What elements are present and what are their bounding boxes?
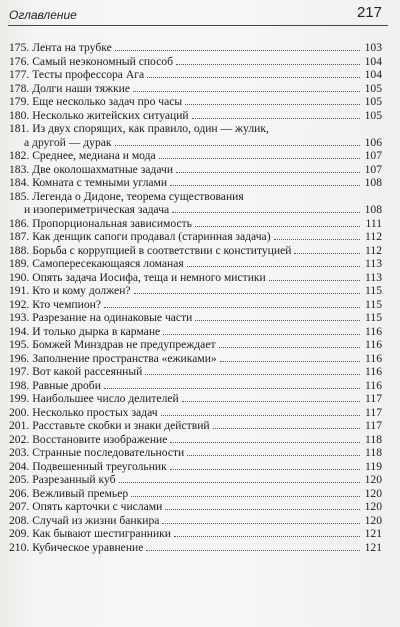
dot-leader [187,266,360,267]
toc-entry-page: 108 [364,203,382,216]
dot-leader [115,145,360,146]
toc-entry-number: 181. [9,122,30,135]
toc-entry-title: Самый неэкономный способ [32,54,173,68]
toc-entry-page: 116 [365,351,382,365]
toc-entry-title: Долги наши тяжкие [32,81,131,95]
toc-entry [9,352,382,366]
toc-entry [9,473,382,487]
dot-leader [182,401,360,402]
toc-entry-page: 105 [364,95,382,108]
dot-leader [131,496,360,497]
toc-entry [9,311,382,325]
toc-entry-number: 194. [9,324,30,338]
toc-entry-page: 118 [365,446,382,459]
toc-entry-number: 195. [9,338,30,351]
toc-entry-line [9,487,382,501]
toc-entry-line [9,163,382,177]
toc-entry-title: Самопересекающаяся ломаная [32,257,184,270]
toc-entry [9,298,382,312]
toc-entry [9,217,382,231]
toc-entry-title: а другой — дурак [24,135,112,149]
toc-entry-number: 202. [9,432,30,446]
dot-leader [162,523,360,524]
toc-entry-number: 176. [9,54,30,68]
toc-entry [9,406,382,420]
toc-entry-title: Как денщик сапоги продавал (старинная задача) [32,230,271,243]
toc-entry-number: 200. [9,405,30,419]
dot-leader [219,347,360,348]
toc-entry-number: 209. [9,527,30,540]
toc-entry-page: 112 [365,230,382,243]
toc-entry-number: 184. [9,176,30,189]
toc-entry [9,95,382,109]
dot-leader [294,253,360,254]
toc-entry-line [9,109,382,123]
toc-entry-number: 207. [9,500,30,513]
dot-leader [274,239,360,240]
toc-entry-title: Легенда о Дидоне, теорема существования [32,189,244,203]
toc-entry-title: Подвешенный треугольник [32,459,167,473]
toc-entry-number: 189. [9,257,30,270]
toc-entry-title: Борьба с коррупцией в соответствии с конституцией [32,243,292,257]
toc-entry-page: 118 [365,432,382,446]
toc-entry-page: 113 [365,257,382,270]
toc-entry-number: 210. [9,540,30,554]
toc-entry-line [9,82,382,96]
toc-entry-title: Пропорциональная зависимость [32,216,192,230]
toc-entry-title: Кто чемпион? [32,297,101,311]
toc-entry-page: 105 [364,81,382,95]
toc-entry-page: 105 [364,108,382,122]
dot-leader [133,91,360,92]
toc-entry-page: 117 [365,392,382,405]
toc-entry-line [9,446,382,460]
toc-entry [9,55,382,69]
toc-entry-line [9,244,382,258]
dot-leader [170,442,360,443]
dot-leader [269,280,360,281]
toc-entry-title: Опять карточки с числами [32,500,163,513]
toc-entry-title: Расставьте скобки и знаки действий [32,419,210,432]
toc-entry-number: 182. [9,149,30,162]
toc-entry-line [9,149,382,163]
dot-leader [147,77,360,78]
toc-entry-title: Странные последовательности [32,446,185,459]
toc-entry [9,379,382,393]
toc-entry-line [9,230,382,244]
toc-entry-page: 116 [365,365,382,378]
toc-entry-title: и изопериметрическая задача [24,203,170,216]
toc-entry-title: Случай из жизни банкира [32,513,160,527]
page-number: 217 [356,4,382,21]
toc-entry-page: 108 [364,176,382,189]
toc-entry-title: Кто и кому должен? [32,284,131,297]
toc-entry [9,284,382,298]
toc-entry [9,365,382,379]
toc-entry-line [9,527,382,541]
toc-entry-page: 121 [364,527,382,540]
toc-entry-line [9,433,382,447]
dot-leader [159,158,360,159]
dot-leader [213,428,360,429]
toc-entry-line [9,365,382,379]
dot-leader [104,388,360,389]
toc-entry-page: 106 [364,135,382,149]
dot-leader [187,455,360,456]
toc-entry [9,460,382,474]
toc-entry-number: 201. [9,419,30,432]
dot-leader [195,320,360,321]
running-head: Оглавление [9,8,77,22]
toc-entry-page: 115 [365,311,382,324]
dot-leader [161,415,360,416]
toc-entry [9,392,382,406]
toc-entry-number: 177. [9,68,30,81]
toc-entry-number: 204. [9,459,30,473]
toc-entry-number: 180. [9,108,30,122]
toc-entry [9,109,382,123]
toc-entry-line [9,271,382,285]
dot-leader [104,307,360,308]
toc-entry-line [9,338,382,352]
dot-leader [163,334,360,335]
toc-entry-line [9,284,382,298]
toc-entry-number: 187. [9,230,30,243]
toc-entry-number: 203. [9,446,30,459]
toc-entry-title: Разрезание на одинаковые части [32,311,193,324]
toc-entry-page: 104 [364,68,382,81]
toc-entry-line [9,95,382,109]
toc-entry-page: 116 [365,378,382,392]
dot-leader [170,469,360,470]
dot-leader [220,361,360,362]
toc-entry-line [9,217,382,231]
toc-entry-title: Несколько простых задач [32,405,158,419]
toc-entry [9,230,382,244]
toc-entry-page: 117 [365,419,382,432]
toc-entry-page: 115 [365,297,382,311]
toc-entry-page: 107 [364,162,382,176]
toc-entry-page: 115 [365,284,382,297]
dot-leader [119,482,361,483]
toc-entry-line [9,311,382,325]
toc-entry-line [9,203,382,217]
toc-entry-line [9,500,382,514]
toc-entry-number: 175. [9,41,30,54]
toc-entry-page: 117 [365,405,382,419]
dot-leader [176,64,360,65]
toc-entry-number: 192. [9,297,30,311]
dot-leader [165,509,360,510]
toc-entry-title: Бомжей Минздрав не предупреждает [32,338,216,351]
toc-entry-page: 120 [364,473,382,486]
toc-entry-number: 183. [9,162,30,176]
toc-entry-number: 188. [9,243,30,257]
toc-entry-number: 208. [9,513,30,527]
toc-entry [9,433,382,447]
toc-entry-title: Несколько житейских ситуаций [32,108,189,122]
toc-entry-page: 116 [365,324,382,338]
toc-entry [9,257,382,271]
toc-entry-title: Две околошахматные задачи [32,162,174,176]
toc-entry-line [9,473,382,487]
toc-entry [9,514,382,528]
toc-entry-title: Наибольшее число делителей [32,392,179,405]
toc-entry-title: Заполнение пространства «ежиками» [32,351,217,365]
toc-entry [9,68,382,82]
toc-entry-title: Лента на трубке [32,41,112,54]
toc-entry-page: 119 [365,459,382,473]
toc-entry-title: Кубическое уравнение [32,540,144,554]
toc-entry-line [9,325,382,339]
toc-entry-line [9,41,382,55]
toc-entry-page: 121 [364,540,382,554]
toc-entry-title: Восстановите изображение [32,432,168,446]
toc-entry-number: 191. [9,284,30,297]
toc-entry-line [9,257,382,271]
toc-entry-line [9,514,382,528]
toc-entry-page: 113 [365,270,382,284]
toc-entry-line [9,406,382,420]
toc-entry-title: Еще несколько задач про часы [32,95,183,108]
toc-entry-page: 120 [364,486,382,500]
toc-entry-title: И только дырка в кармане [32,324,161,338]
toc-entry-line [9,176,382,190]
page-header [0,0,400,34]
toc-entry-number: 205. [9,473,30,486]
toc-entry-number: 199. [9,392,30,405]
toc-entry-page: 111 [365,216,382,230]
toc-entry-title: Среднее, медиана и мода [32,149,156,162]
toc-entry [9,122,382,149]
toc-entry [9,149,382,163]
toc-entry [9,338,382,352]
toc-entry-page: 107 [364,149,382,162]
dot-leader [145,374,360,375]
toc-entry [9,163,382,177]
header-rule [8,25,388,26]
toc-entry-number: 206. [9,486,30,500]
toc-entry-line [9,68,382,82]
toc-entry-page: 104 [364,54,382,68]
toc-entry-line [9,298,382,312]
toc-entry-title: Равные дроби [32,378,101,392]
dot-leader [170,185,360,186]
toc-entry-title: Разрезанный куб [32,473,116,486]
toc-entry-number: 196. [9,351,30,365]
toc-entry-line [9,122,382,136]
toc-entry-title: Комната с темными углами [32,176,168,189]
toc-entry [9,446,382,460]
toc-entry-line [9,379,382,393]
toc-entry-title: Вежливый премьер [32,486,129,500]
toc-entry-title: Из двух спорящих, как правило, один — жулик, [32,122,269,135]
toc-entry-page: 116 [365,338,382,351]
toc-entry [9,487,382,501]
toc-entry-number: 186. [9,216,30,230]
toc-entry-number: 197. [9,365,30,378]
toc-entry [9,244,382,258]
toc-entry-title: Как бывают шестигранники [32,527,172,540]
toc-entry-number: 198. [9,378,30,392]
toc-entry-line [9,460,382,474]
toc-entry-number: 179. [9,95,30,108]
toc-entry-line [9,392,382,406]
dot-leader [192,118,360,119]
toc-entry [9,82,382,96]
toc-entry-title: Тесты профессора Ага [32,68,145,81]
toc-entry [9,527,382,541]
toc-entry-number: 178. [9,81,30,95]
dot-leader [172,212,360,213]
table-of-contents [9,41,382,554]
toc-entry-page: 103 [364,41,382,54]
toc-entry [9,41,382,55]
dot-leader [134,293,360,294]
toc-entry [9,541,382,555]
toc-entry-number: 190. [9,270,30,284]
toc-entry [9,500,382,514]
toc-entry [9,325,382,339]
dot-leader [195,226,360,227]
toc-entry-page: 112 [365,243,382,257]
toc-entry-number: 185. [9,189,30,203]
toc-entry-line [9,55,382,69]
toc-entry-line [9,352,382,366]
toc-entry [9,419,382,433]
toc-entry-line [9,419,382,433]
dot-leader [146,550,360,551]
toc-entry-page: 120 [364,513,382,527]
toc-entry-line [9,136,382,150]
toc-entry [9,190,382,217]
toc-entry-title: Вот какой рассеянный [32,365,143,378]
dot-leader [185,104,360,105]
toc-entry [9,271,382,285]
toc-entry-page: 120 [364,500,382,513]
toc-entry-number: 193. [9,311,30,324]
toc-entry-line [9,541,382,555]
dot-leader [174,536,360,537]
toc-entry [9,176,382,190]
dot-leader [176,172,360,173]
toc-entry-line [9,190,382,204]
dot-leader [115,50,360,51]
toc-entry-title: Опять задача Иосифа, теща и немного мистики [32,270,266,284]
